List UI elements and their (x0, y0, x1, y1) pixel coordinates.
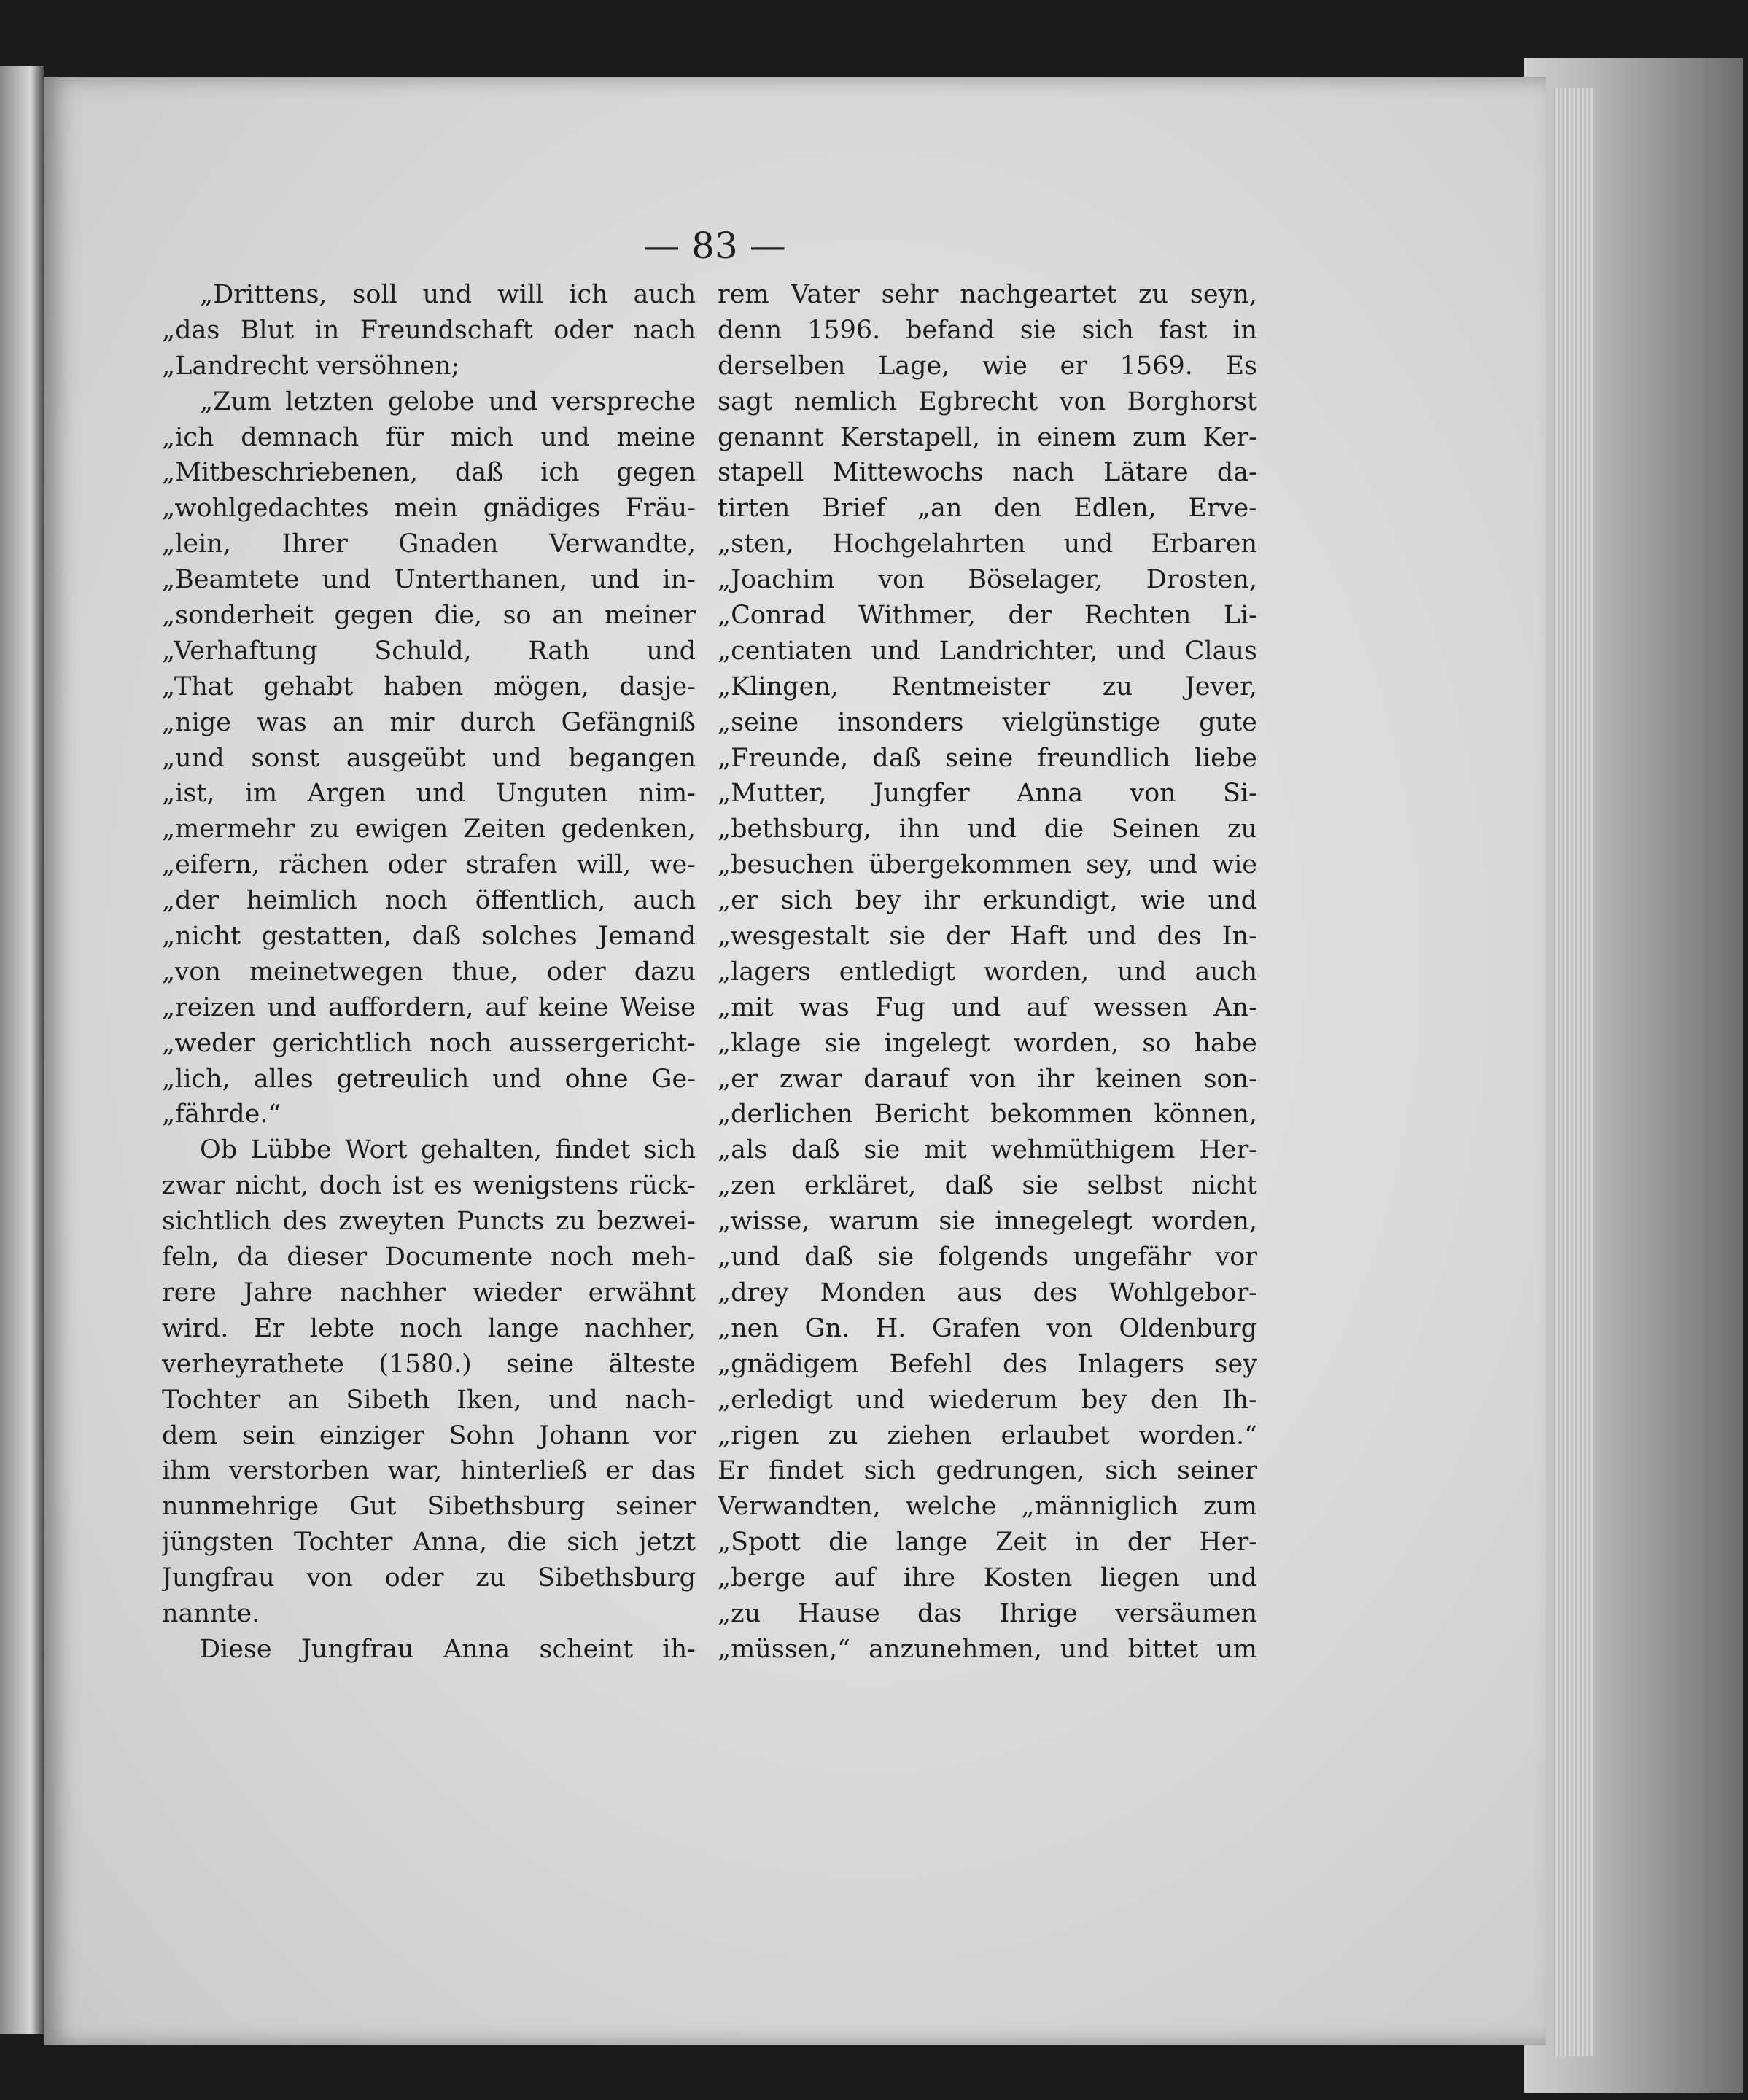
text-line: „Landrecht versöhnen; (162, 351, 460, 381)
text-line: Er findet sich gedrungen, sich seiner (718, 1456, 1257, 1486)
text-line: dem sein einziger Sohn Johann vor (162, 1420, 696, 1450)
text-line: tirten Brief „an den Edlen, Erve- (718, 494, 1257, 524)
text-line: „fährde.“ (162, 1100, 281, 1129)
text-line: „reizen und auffordern, auf keine Weise (162, 992, 696, 1022)
text-line: „sonderheit gegen die, so an meiner (162, 601, 696, 631)
text-line: „wohlgedachtes mein gnädiges Fräu- (162, 494, 696, 524)
text-line: „drey Monden aus des Wohlgebor- (718, 1278, 1257, 1307)
text-line: „Beamtete und Unterthanen, und in- (162, 565, 696, 595)
text-line: „wesgestalt sie der Haft und des In- (718, 922, 1257, 952)
text-line: nunmehrige Gut Sibethsburg seiner (162, 1492, 696, 1522)
text-line: „bethsburg, ihn und die Seinen zu (718, 814, 1257, 844)
text-line: „seine insonders vielgünstige gute (718, 707, 1257, 737)
text-line: „und daß sie folgends ungefähr vor (718, 1242, 1257, 1272)
text-line: „ist, im Argen und Unguten nim- (162, 779, 696, 809)
text-line: Diese Jungfrau Anna scheint ih- (200, 1634, 696, 1664)
text-line: „lagers entledigt worden, und auch (718, 957, 1257, 987)
text-line: „rigen zu ziehen erlaubet worden.“ (718, 1420, 1257, 1450)
text-line: „das Blut in Freundschaft oder nach (162, 315, 696, 345)
book-page-stack (1553, 88, 1593, 2056)
text-line: „Zum letzten gelobe und verspreche (200, 386, 696, 416)
text-line: „und sonst ausgeübt und begangen (162, 743, 696, 773)
text-line: zwar nicht, doch ist es wenigstens rück- (162, 1171, 696, 1201)
text-line: Ob Lübbe Wort gehalten, findet sich (200, 1135, 696, 1165)
text-line: „Verhaftung Schuld, Rath und (162, 636, 696, 666)
text-line: rem Vater sehr nachgeartet zu seyn, (718, 280, 1257, 309)
text-line: „Joachim von Böselager, Drosten, (718, 565, 1257, 595)
text-line: „als daß sie mit wehmüthigem Her- (718, 1135, 1257, 1165)
text-line: „Klingen, Rentmeister zu Jever, (718, 672, 1257, 701)
text-line: „Mitbeschriebenen, daß ich gegen (162, 458, 696, 488)
page-number: — 83 — (643, 225, 786, 267)
text-line: „ich demnach für mich und meine (162, 422, 696, 452)
text-line: „nige was an mir durch Gefängniß (162, 707, 696, 737)
text-line: „That gehabt haben mögen, dasje- (162, 672, 696, 701)
text-line: „besuchen übergekommen sey, und wie (718, 850, 1257, 880)
text-line: „weder gerichtlich noch aussergericht- (162, 1028, 696, 1058)
text-line: „mermehr zu ewigen Zeiten gedenken, (162, 814, 696, 844)
text-line: denn 1596. befand sie sich fast in (718, 315, 1257, 345)
text-line: „nicht gestatten, daß solches Jemand (162, 922, 696, 952)
text-line: „centiaten und Landrichter, und Claus (718, 636, 1257, 666)
left-text-column (162, 277, 696, 1668)
text-line: sichtlich des zweyten Puncts zu bezwei- (162, 1207, 696, 1237)
text-line: „eifern, rächen oder strafen will, we- (162, 850, 696, 880)
text-line: jüngsten Tochter Anna, die sich jetzt (162, 1528, 696, 1558)
text-line: „sten, Hochgelahrten und Erbaren (718, 529, 1257, 559)
text-line: „lich, alles getreulich und ohne Ge- (162, 1064, 696, 1094)
text-line: „er zwar darauf von ihr keinen son- (718, 1064, 1257, 1094)
text-line: Verwandten, welche „männiglich zum (718, 1492, 1257, 1522)
text-line: „wisse, warum sie innegelegt worden, (718, 1207, 1257, 1237)
text-line: nannte. (162, 1598, 260, 1628)
facing-page-edge (0, 66, 44, 2034)
text-line: wird. Er lebte noch lange nachher, (162, 1313, 696, 1343)
text-line: „Freunde, daß seine freundlich liebe (718, 743, 1257, 773)
text-line: „Drittens, soll und will ich auch (200, 280, 696, 309)
text-line: „der heimlich noch öffentlich, auch (162, 886, 696, 916)
right-text-column (718, 277, 1257, 1668)
text-line: „Conrad Withmer, der Rechten Li- (718, 601, 1257, 631)
text-line: ihm verstorben war, hinterließ er das (162, 1456, 696, 1486)
text-line: verheyrathete (1580.) seine älteste (162, 1349, 696, 1379)
text-line: „müssen,“ anzunehmen, und bittet um (718, 1634, 1257, 1664)
text-line: „nen Gn. H. Grafen von Oldenburg (718, 1313, 1257, 1343)
text-line: „er sich bey ihr erkundigt, wie und (718, 886, 1257, 916)
text-line: „von meinetwegen thue, oder dazu (162, 957, 696, 987)
text-line: „Mutter, Jungfer Anna von Si- (718, 779, 1257, 809)
text-line: „Spott die lange Zeit in der Her- (718, 1528, 1257, 1558)
text-line: „zen erkläret, daß sie selbst nicht (718, 1171, 1257, 1201)
text-line: genannt Kerstapell, in einem zum Ker- (718, 422, 1257, 452)
text-line: „erledigt und wiederum bey den Ih- (718, 1385, 1257, 1415)
text-line: Tochter an Sibeth Iken, und nach- (162, 1385, 696, 1415)
text-line: stapell Mittewochs nach Lätare da- (718, 458, 1257, 488)
text-line: rere Jahre nachher wieder erwähnt (162, 1278, 696, 1307)
text-line: „lein, Ihrer Gnaden Verwandte, (162, 529, 696, 559)
text-line: „klage sie ingelegt worden, so habe (718, 1028, 1257, 1058)
text-line: Jungfrau von oder zu Sibethsburg (162, 1563, 696, 1593)
text-line: „berge auf ihre Kosten liegen und (718, 1563, 1257, 1593)
text-line: „mit was Fug und auf wessen An- (718, 992, 1257, 1022)
text-line: feln, da dieser Documente noch meh- (162, 1242, 696, 1272)
text-line: sagt nemlich Egbrecht von Borghorst (718, 386, 1257, 416)
text-line: „derlichen Bericht bekommen können, (718, 1100, 1257, 1129)
text-line: „zu Hause das Ihrige versäumen (718, 1598, 1257, 1628)
text-line: „gnädigem Befehl des Inlagers sey (718, 1349, 1257, 1379)
text-line: derselben Lage, wie er 1569. Es (718, 351, 1257, 381)
